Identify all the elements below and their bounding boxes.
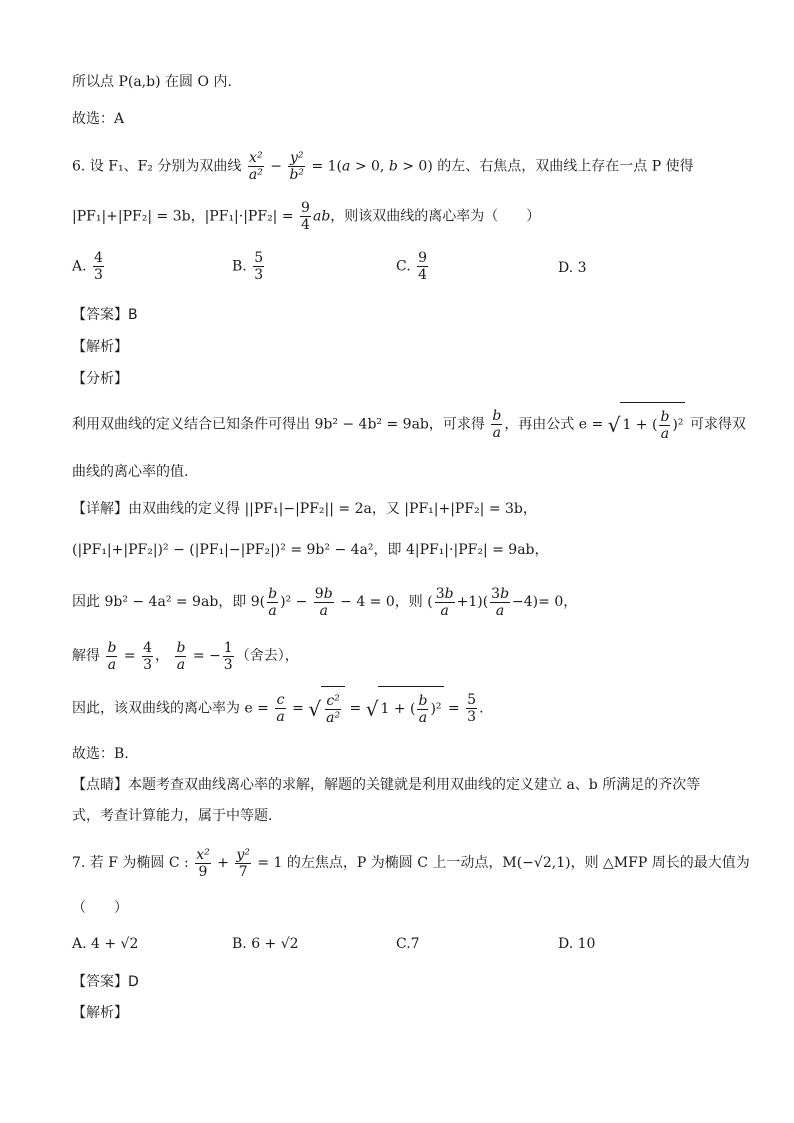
question-7-stem: 7. 若 F 为椭圆 C : $\frac{\text{x²}}{9}$ + $\frac{\text{y²}}{7}$ = 1 的左焦点，P 为椭圆 C 上一动点，M(−√2,1)，则 △MFP 周长的最大值为 bbox=[72, 846, 750, 880]
option-b: B. 6 + √2 bbox=[232, 936, 299, 952]
dianjing-text: 【点睛】本题考查双曲线离心率的求解，解题的关键就是利用双曲线的定义建立 a、b 所满足的齐次等 bbox=[72, 777, 701, 793]
answer-label: 【答案】D bbox=[72, 974, 139, 990]
option-a: A. 4 + √2 bbox=[72, 936, 139, 952]
sqrt-expr: √ 1 + ( $\frac{b}{a}$ )² bbox=[608, 402, 686, 447]
dianjing-text: 式，考查计算能力，属于中等题. bbox=[72, 808, 273, 824]
option-d: D. 3 bbox=[558, 260, 587, 276]
fenxi-text: 利用双曲线的定义结合已知条件可得出 9b² − 4b² = 9ab，可求得 $\frac{b}{a}$ ，再由公式 e = √ 1 + ( $\frac{b}{a}$ )² 可求得双 bbox=[72, 402, 746, 447]
q6-text: 的左、右焦点，双曲线上存在一点 P 使得 bbox=[437, 158, 694, 175]
option-a: A. $\frac{4}{3}$ bbox=[72, 250, 103, 283]
fraction: $\frac{9}{4}$ bbox=[301, 200, 310, 233]
question-7-paren: （ ） bbox=[72, 900, 128, 916]
question-6-stem: 6. 设 F₁、F₂ 分别为双曲线 $\frac{\text{x²}}{\text{a²}}$ − $\frac{\text{y²}}{\text{b²}}$ = 1(a > 0, b > 0) 的左、右焦点，双曲线上存在一点 P 使得 bbox=[72, 150, 694, 183]
option-d: D. 10 bbox=[558, 936, 596, 952]
q6-text: 6. 设 F₁、F₂ 分别为双曲线 bbox=[72, 158, 242, 175]
detail-text: 【详解】由双曲线的定义得 ||PF₁|−|PF₂|| = 2a，又 |PF₁|+|PF₂| = 3b， bbox=[72, 501, 537, 517]
text-line: 所以点 P(a,b) 在圆 O 内. bbox=[72, 74, 232, 90]
analysis-label: 【解析】 bbox=[72, 339, 128, 355]
fenxi-label: 【分析】 bbox=[72, 371, 128, 387]
option-c: C.7 bbox=[396, 936, 420, 952]
detail-text: 因此，该双曲线的离心率为 e = $\frac{c}{a}$ = √ $\frac{\text{c²}}{\text{a²}}$ = √ 1 + ( $\frac{b}{a}$ )² = $\frac{5}{3}$ . bbox=[72, 686, 484, 731]
fraction: $\frac{\text{x²}}{\text{a²}}$ bbox=[248, 150, 263, 183]
fenxi-text: 曲线的离心率的值. bbox=[72, 464, 189, 480]
answer-label: 【答案】B bbox=[72, 307, 138, 323]
detail-text: (|PF₁|+|PF₂|)² − (|PF₁|−|PF₂|)² = 9b² − 4a²，即 4|PF₁|·|PF₂| = 9ab， bbox=[72, 542, 549, 558]
fraction: $\frac{\text{y²}}{\text{b²}}$ bbox=[289, 150, 305, 183]
analysis-label: 【解析】 bbox=[72, 1005, 128, 1021]
option-c: C. $\frac{9}{4}$ bbox=[396, 250, 428, 283]
detail-text: 故选：B. bbox=[72, 746, 129, 762]
q6-text: |PF₁|+|PF₂| = 3b，|PF₁|·|PF₂| = bbox=[72, 208, 294, 225]
option-b: B. $\frac{5}{3}$ bbox=[232, 250, 264, 283]
q6-text: ，则该双曲线的离心率为（ ） bbox=[330, 208, 541, 225]
detail-text: 因此 9b² − 4a² = 9ab，即 9( $\frac{b}{a}$ )² − $\frac{9b}{a}$ − 4 = 0，则 ( $\frac{3b}{a}$ +1)( $\frac{3b}{a}$ −4)= 0， bbox=[72, 585, 578, 619]
text-line: 故选：A bbox=[72, 111, 125, 127]
question-6-condition: |PF₁|+|PF₂| = 3b，|PF₁|·|PF₂| = $\frac{9}{4}$ ab，则该双曲线的离心率为（ ） bbox=[72, 200, 541, 233]
detail-text: 解得 $\frac{b}{a}$ = $\frac{4}{3}$ ， $\frac{b}{a}$ = − $\frac{1}{3}$ （舍去）， bbox=[72, 639, 299, 673]
